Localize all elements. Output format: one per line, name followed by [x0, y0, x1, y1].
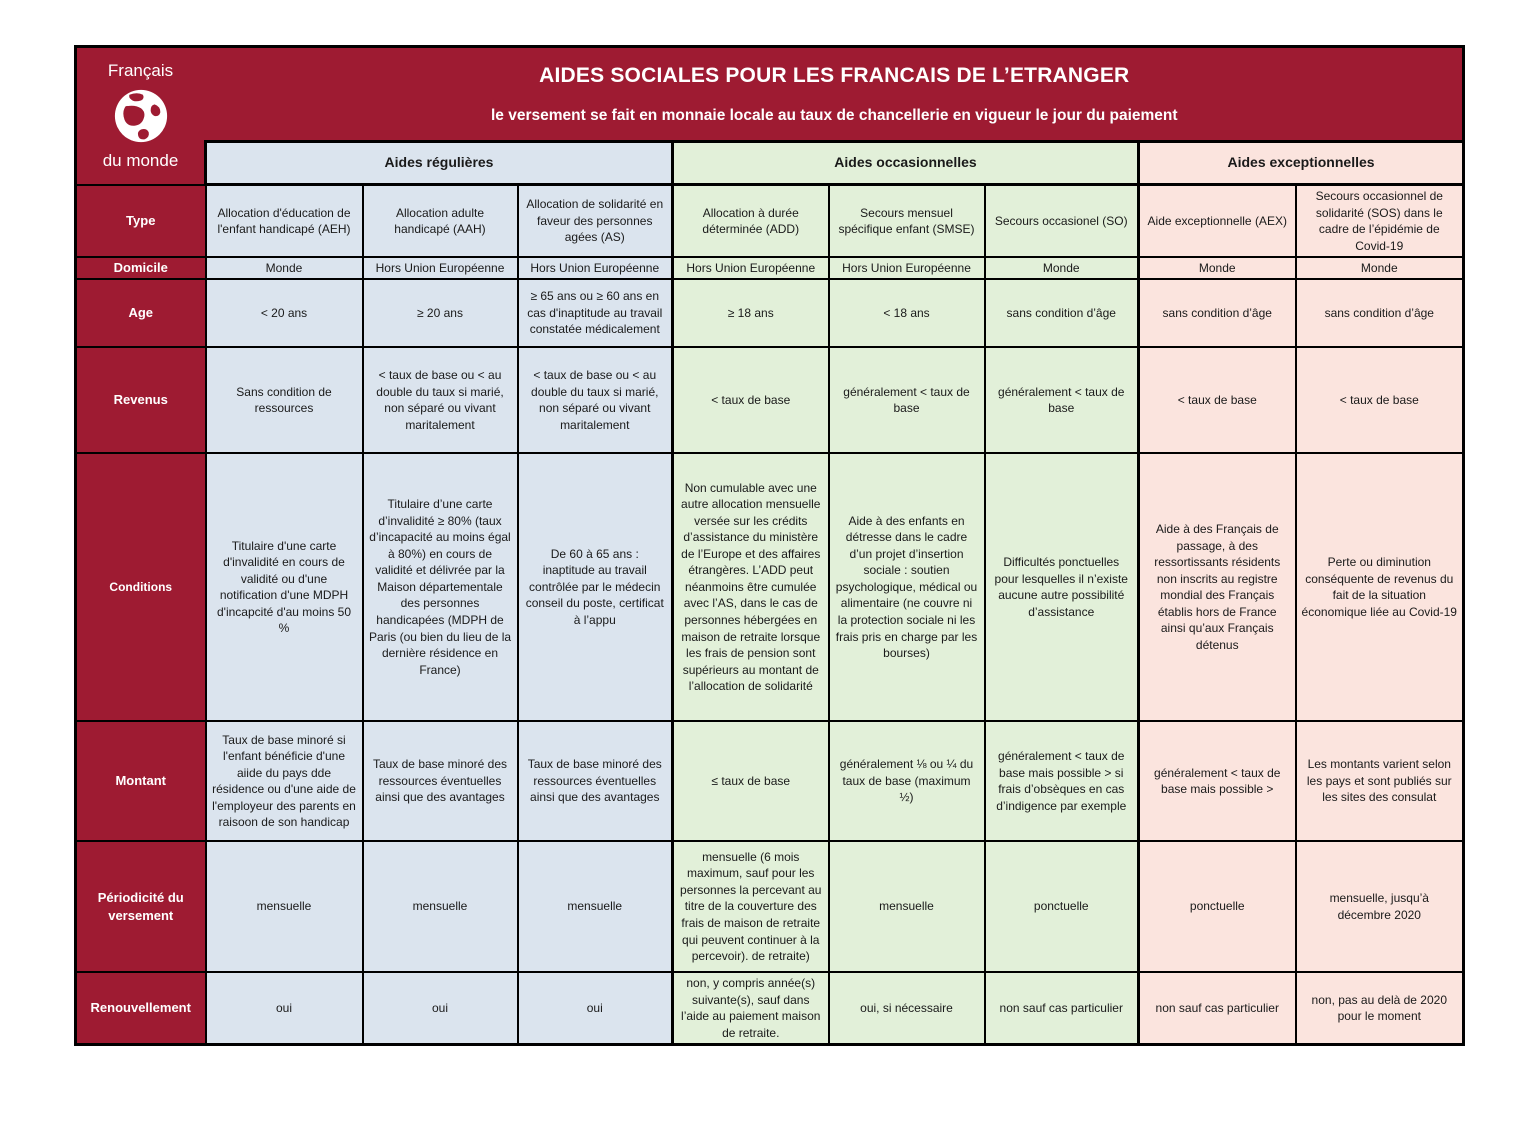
globe-icon	[112, 87, 170, 145]
cell-periodicite-aeh: mensuelle	[206, 841, 363, 972]
cell-domicile-add: Hors Union Européenne	[673, 257, 829, 279]
row-header-periodicite: Périodicité du versement	[76, 841, 206, 972]
cell-conditions-aex: Aide à des Français de passage, à des ressortissants résidents non inscrits au registre mondial des Français établis hors de France ainsi qu’aux Français détenus	[1139, 453, 1296, 721]
row-header-renouvellement: Renouvellement	[76, 972, 206, 1045]
page-subtitle: le versement se fait en monnaie locale au taux de chancellerie en vigueur le jour du paiement	[491, 106, 1178, 124]
logo	[76, 47, 206, 185]
cell-renouvellement-aex: non sauf cas particulier	[1139, 972, 1296, 1045]
row-header-type: Type	[76, 185, 206, 258]
row-header-revenus: Revenus	[76, 347, 206, 453]
row-header-conditions: Conditions	[76, 453, 206, 721]
cell-revenus-aah: < taux de base ou < au double du taux si marié, non séparé ou vivant maritalement	[363, 347, 518, 453]
cell-conditions-smse: Aide à des enfants en détresse dans le cadre d’un projet d’insertion sociale : soutien psychologique, médical ou alimentaire (ne couvre ni la protection sociale ni les frais pris en charge par les bourses)	[829, 453, 985, 721]
cell-periodicite-so: ponctuelle	[985, 841, 1139, 972]
cell-revenus-add: < taux de base	[673, 347, 829, 453]
cell-domicile-aeh: Monde	[206, 257, 363, 279]
cell-periodicite-smse: mensuelle	[829, 841, 985, 972]
cell-age-so: sans condition d’âge	[985, 279, 1139, 347]
cell-renouvellement-sos: non, pas au delà de 2020 pour le moment	[1296, 972, 1464, 1045]
cell-renouvellement-aeh: oui	[206, 972, 363, 1045]
cell-type-so: Secours occasionel (SO)	[985, 185, 1139, 258]
document-sheet	[74, 45, 1462, 1046]
page-title: AIDES SOCIALES POUR LES FRANCAIS DE L’ETRANGER	[539, 63, 1130, 87]
row-periodicite	[76, 841, 1464, 972]
row-type	[76, 185, 1464, 258]
social-aids-table	[74, 45, 1465, 1046]
cell-montant-aeh: Taux de base minoré si l'enfant bénéficie d'une aiide du pays dde résidence ou d'une aide de l'employeur des parents en raisoon de son handicap	[206, 721, 363, 841]
cell-revenus-as: < taux de base ou < au double du taux si marié, non séparé ou vivant maritalement	[518, 347, 673, 453]
cell-renouvellement-so: non sauf cas particulier	[985, 972, 1139, 1045]
cell-revenus-sos: < taux de base	[1296, 347, 1464, 453]
cell-montant-so: généralement < taux de base mais possible > si frais d’obsèques en cas d’indigence par exemple	[985, 721, 1139, 841]
cell-periodicite-aah: mensuelle	[363, 841, 518, 972]
cell-periodicite-as: mensuelle	[518, 841, 673, 972]
group-header-row	[76, 142, 1464, 185]
cell-montant-as: Taux de base minoré des ressources éventuelles ainsi que des avantages	[518, 721, 673, 841]
cell-montant-smse: généralement ⅛ ou ¼ du taux de base (maximum ½)	[829, 721, 985, 841]
cell-domicile-as: Hors Union Européenne	[518, 257, 673, 279]
cell-age-aeh: < 20 ans	[206, 279, 363, 347]
cell-type-add: Allocation à durée déterminée (ADD)	[673, 185, 829, 258]
logo-text-bottom: du monde	[102, 150, 179, 170]
cell-renouvellement-smse: oui, si nécessaire	[829, 972, 985, 1045]
cell-conditions-aah: Titulaire d’une carte d’invalidité ≥ 80% (taux d’incapacité au moins égal à 80%) en cours de validité et délivrée par la Maison départementale des personnes handicapées (MDPH de Paris (ou bien du lieu de la dernière résidence en France)	[363, 453, 518, 721]
row-age	[76, 279, 1464, 347]
cell-conditions-add: Non cumulable avec une autre allocation mensuelle versée sur les crédits d’assistance du ministère de l’Europe et des affaires étrangères. L’ADD peut néanmoins être cumulée avec l’AS, dans le cas de personnes hébergées en maison de retraite lorsque les frais de pension sont supérieurs au montant de l’allocation de solidarité	[673, 453, 829, 721]
cell-age-smse: < 18 ans	[829, 279, 985, 347]
cell-conditions-as: De 60 à 65 ans : inaptitude au travail contrôlée par le médecin conseil du poste, certificat à l’appu	[518, 453, 673, 721]
group-aides-occasionnelles: Aides occasionnelles	[673, 142, 1139, 185]
cell-conditions-aeh: Titulaire d'une carte d'invalidité en cours de validité ou d'une notification d'une MDPH d'incapcité d'au moins 50 %	[206, 453, 363, 721]
row-conditions	[76, 453, 1464, 721]
header-band	[76, 47, 1464, 142]
row-domicile	[76, 257, 1464, 279]
cell-type-aex: Aide exceptionnelle (AEX)	[1139, 185, 1296, 258]
logo-text-top: Français	[107, 61, 174, 81]
row-renouvellement	[76, 972, 1464, 1045]
cell-renouvellement-aah: oui	[363, 972, 518, 1045]
cell-renouvellement-add: non, y compris année(s) suivante(s), sauf dans l’aide au paiement maison de retraite.	[673, 972, 829, 1045]
cell-revenus-aeh: Sans condition de ressources	[206, 347, 363, 453]
cell-montant-add: ≤ taux de base	[673, 721, 829, 841]
row-montant	[76, 721, 1464, 841]
cell-type-smse: Secours mensuel spécifique enfant (SMSE)	[829, 185, 985, 258]
cell-periodicite-add: mensuelle (6 mois maximum, sauf pour les personnes la percevant au titre de la couverture des frais de maison de retraite qui peuvent continuer à la percevoir). de retraite)	[673, 841, 829, 972]
row-revenus	[76, 347, 1464, 453]
cell-montant-sos: Les montants varient selon les pays et sont publiés sur les sites des consulat	[1296, 721, 1464, 841]
cell-periodicite-aex: ponctuelle	[1139, 841, 1296, 972]
row-header-age: Age	[76, 279, 206, 347]
cell-domicile-aex: Monde	[1139, 257, 1296, 279]
cell-montant-aex: généralement < taux de base mais possible >	[1139, 721, 1296, 841]
cell-type-as: Allocation de solidarité en faveur des personnes agées (AS)	[518, 185, 673, 258]
cell-domicile-so: Monde	[985, 257, 1139, 279]
group-aides-regulieres: Aides régulières	[206, 142, 673, 185]
row-header-domicile: Domicile	[76, 257, 206, 279]
cell-domicile-sos: Monde	[1296, 257, 1464, 279]
cell-age-as: ≥ 65 ans ou ≥ 60 ans en cas d'inaptitude au travail constatée médicalement	[518, 279, 673, 347]
cell-conditions-so: Difficultés ponctuelles pour lesquelles il n’existe aucune autre possibilité d’assistance	[985, 453, 1139, 721]
cell-age-sos: sans condition d’âge	[1296, 279, 1464, 347]
cell-domicile-aah: Hors Union Européenne	[363, 257, 518, 279]
cell-age-aex: sans condition d’âge	[1139, 279, 1296, 347]
cell-type-aah: Allocation adulte handicapé (AAH)	[363, 185, 518, 258]
cell-periodicite-sos: mensuelle, jusqu’à décembre 2020	[1296, 841, 1464, 972]
cell-montant-aah: Taux de base minoré des ressources éventuelles ainsi que des avantages	[363, 721, 518, 841]
cell-type-sos: Secours occasionnel de solidarité (SOS) dans le cadre de l’épidémie de Covid-19	[1296, 185, 1464, 258]
cell-revenus-smse: généralement < taux de base	[829, 347, 985, 453]
cell-type-aeh: Allocation d'éducation de l'enfant handicapé (AEH)	[206, 185, 363, 258]
group-aides-exceptionnelles: Aides exceptionnelles	[1139, 142, 1464, 185]
cell-revenus-aex: < taux de base	[1139, 347, 1296, 453]
row-header-montant: Montant	[76, 721, 206, 841]
cell-age-add: ≥ 18 ans	[673, 279, 829, 347]
cell-revenus-so: généralement < taux de base	[985, 347, 1139, 453]
title-band	[206, 47, 1464, 142]
cell-age-aah: ≥ 20 ans	[363, 279, 518, 347]
cell-conditions-sos: Perte ou diminution conséquente de revenus du fait de la situation économique liée au Covid-19	[1296, 453, 1464, 721]
cell-renouvellement-as: oui	[518, 972, 673, 1045]
cell-domicile-smse: Hors Union Européenne	[829, 257, 985, 279]
